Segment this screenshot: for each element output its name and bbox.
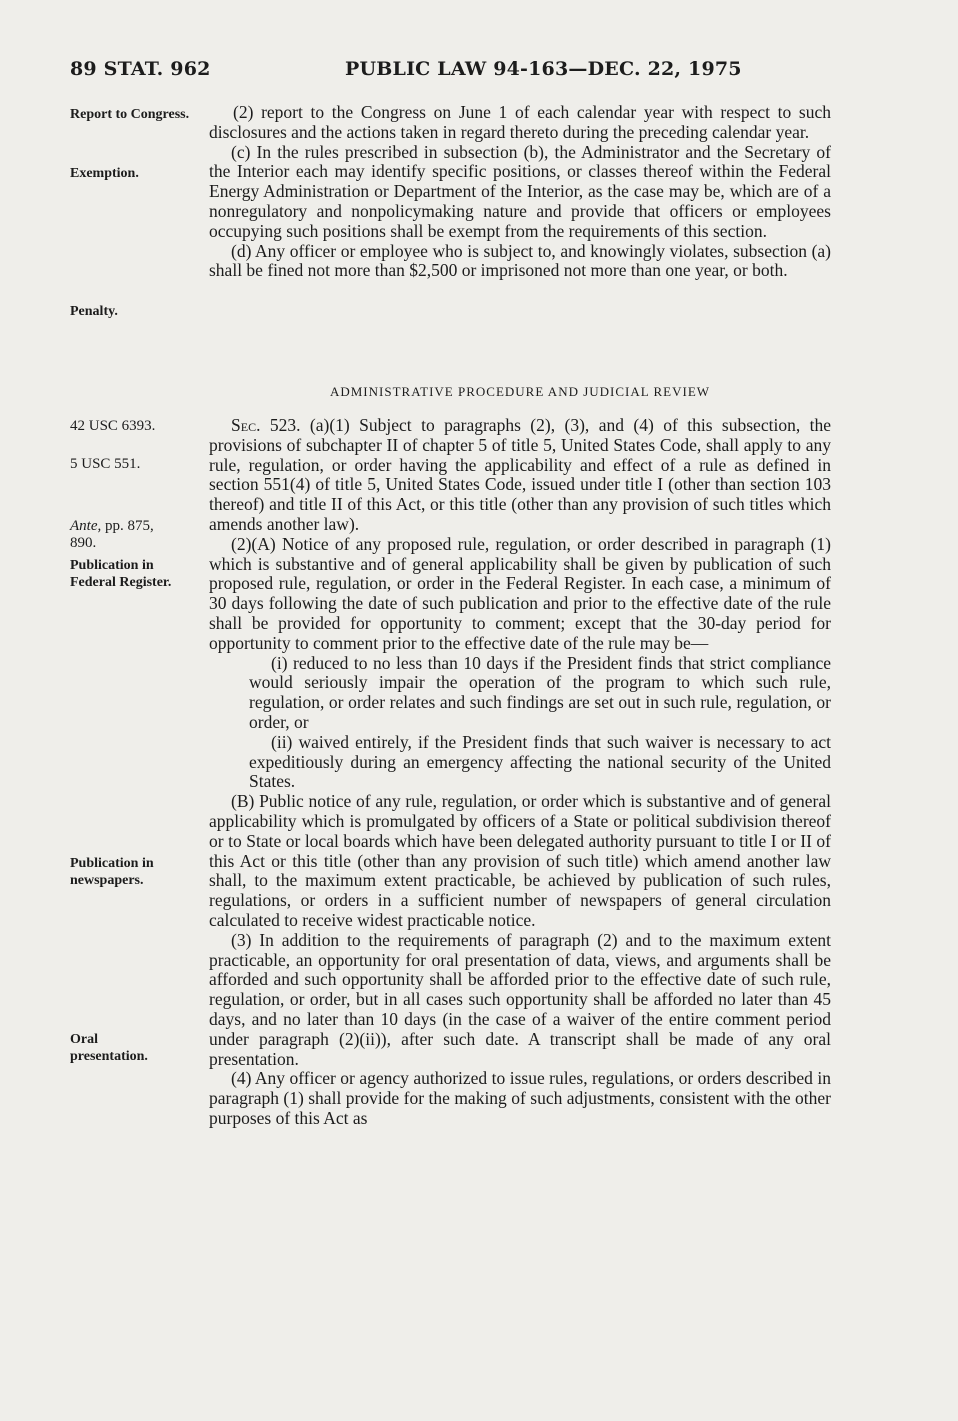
margin-note-penalty: Penalty.: [70, 304, 118, 319]
margin-note-usc-551: 5 USC 551.: [70, 456, 141, 472]
page-header: [0, 58, 958, 84]
section-522-continuation: [209, 103, 831, 281]
section-label: Sec. 523.: [231, 415, 301, 435]
margin-note-newspapers: Publication in newspapers.: [70, 856, 154, 888]
paragraph-4: (4) Any officer or agency authorized to issue rules, regulations, or orders described in paragraph (1) shall provide for the making of such adjustments, consistent with the other purposes of this Act as: [209, 1068, 831, 1128]
statute-page-number: 89 STAT. 962: [70, 58, 211, 80]
margin-note-exemption: Exemption.: [70, 166, 139, 181]
section-523: [209, 416, 831, 1129]
paragraph-d: (d) Any officer or employee who is subject to, and knowingly violates, subsection (a) shall be fined not more than $2,500 or imprisoned not more than one year, or both.: [209, 240, 831, 281]
paragraph-3: (3) In addition to the requirements of paragraph (2) and to the maximum extent practicable, an opportunity for oral presentation of data, views, and arguments shall be afforded and such opportunity shall be afforded prior to the effective date of such rule, regulation, or order, but in all cases such opportunity shall be afforded no later than 45 days, and no later than 10 days (in the case of a waiver of the entire comment period under paragraph (2)(ii)), after such date. A transcript shall be made of any oral presentation.: [209, 929, 831, 1069]
clause-ii: (ii) waived entirely, if the President finds that such waiver is necessary to act expeditiously during an emergency affecting the national security of the United States.: [249, 731, 831, 792]
paragraph-report: (2) report to the Congress on June 1 of each calendar year with respect to such disclosures and the actions taken in regard thereto during the preceding calendar year.: [209, 102, 831, 142]
margin-note-federal-register: Publication in Federal Register.: [70, 558, 172, 590]
margin-note-usc-6393: 42 USC 6393.: [70, 418, 156, 434]
margin-note-report: Report to Congress.: [70, 107, 190, 122]
clause-i: (i) reduced to no less than 10 days if the President finds that strict compliance would seriously impair the operation of the program to which such rule, regulation, or order relates and such findings are set out in such rule, regulation, or order, or: [249, 652, 831, 732]
paragraph-c: (c) In the rules prescribed in subsection (b), the Administrator and the Secretary of the Interior each may identify specific positions, or classes thereof within the Federal Energy Administration or Department of the Interior, as the case may be, which are of a nonregulatory and nonpolicymaking nature and provide that officers or employees occupying such positions shall be exempt from the requirements of this section.: [209, 141, 831, 241]
paragraph-sec-523-a1: [209, 416, 831, 535]
ante-pages: pp. 875, 890.: [70, 518, 154, 551]
paragraph-2a: (2)(A) Notice of any proposed rule, regulation, or order described in paragraph (1) which is substantive and of general applicability shall be given by publication of such proposed rule, regulation, or order in the Federal Register. In each case, a minimum of 30 days following the date of such publication and prior to the effective date of the rule shall be provided for opportunity to comment; except that the 30-day period for opportunity to comment prior to the effective date of the rule may be—: [209, 533, 831, 653]
margin-note-ante: [70, 518, 180, 552]
paragraph-2b: (B) Public notice of any rule, regulation, or order which is substantive and of general applicability which is promulgated by officers of a State or political subdivision thereof or to State or local boards which have been delegated authority pursuant to title I or II of this Act or this title (other than any provision of such title) which amend another law shall, to the maximum extent practicable, be achieved by publication of such rules, regulations, or orders in a sufficient number of newspapers of general circulation calculated to receive widest practicable notice.: [209, 791, 831, 930]
margin-note-oral: Oral presentation.: [70, 1032, 148, 1064]
paragraph-sec-523-text: (a)(1) Subject to paragraphs (2), (3), and (4) of this subsection, the provisions of subchapter II of chapter 5 of title 5, United States Code, shall apply to any rule, regulation, or order having the applicability and effect of a rule as defined in section 551(4) of title 5, United States Code, issued under title I (other than section 103 thereof) and title II of this Act, or this title (other than any provision of such titles which amends another law).: [209, 415, 831, 534]
ante-label: Ante,: [70, 518, 102, 534]
law-title: PUBLIC LAW 94-163—DEC. 22, 1975: [345, 58, 742, 80]
section-heading: ADMINISTRATIVE PROCEDURE AND JUDICIAL REVIEW: [329, 384, 711, 399]
